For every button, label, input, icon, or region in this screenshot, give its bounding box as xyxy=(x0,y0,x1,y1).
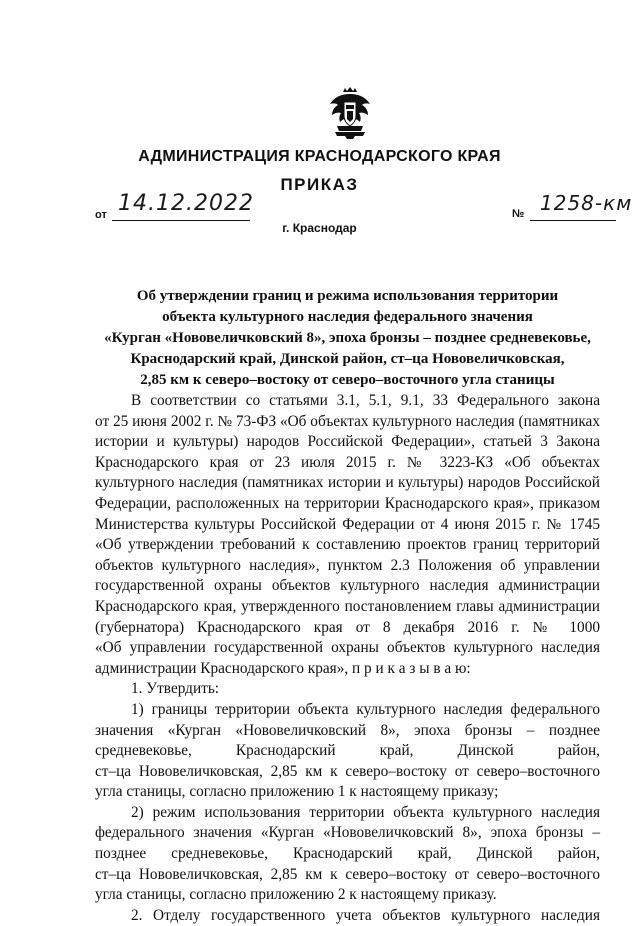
body-line: администрации Краснодарского края», п р и к а з ы в а ю: xyxy=(95,659,471,677)
handwritten-number: 1258-км xyxy=(540,191,633,215)
handwritten-date: 14.12.2022 xyxy=(118,191,254,216)
body-line: федерального значения «Курган «Нововеличковский 8», эпоха бронзы – xyxy=(95,824,600,842)
item-1-2-paragraph xyxy=(95,803,600,906)
city-label: г. Краснодар xyxy=(282,221,357,235)
subject-line: 2,85 км к северо–востоку от северо–восточного угла станицы xyxy=(140,372,555,388)
body-line: (губернатора) Краснодарского края от 8 декабря 2016 г. № 1000 xyxy=(95,618,600,636)
body-line: угла станицы, согласно приложению 1 к настоящему приказу; xyxy=(95,783,499,801)
body-line: значения «Курган «Нововеличковский 8», эпоха бронзы – позднее xyxy=(95,721,600,739)
item-1-paragraph xyxy=(95,679,600,700)
body-line: ст–ца Нововеличковская, 2,85 км к северо–востоку от северо–восточного xyxy=(95,865,600,883)
body-line: Федерации, расположенных на территории Краснодарского края», приказом xyxy=(95,494,600,512)
body-line: государственной охраны объектов культурного наследия администрации xyxy=(95,577,600,595)
document-type: ПРИКАЗ xyxy=(280,175,359,194)
order-subject xyxy=(95,286,600,391)
coat-of-arms-emblem xyxy=(327,86,373,140)
body-line: 2. Отделу государственного учета объектов культурного наследия xyxy=(131,906,600,924)
body-line: истории и культуры) народов Российской Федерации», статьей 3 Закона xyxy=(95,433,600,451)
body-line: В соответствии со статьями 3.1, 5.1, 9.1, 33 Федерального закона xyxy=(131,392,600,409)
subject-line: объекта культурного наследия федерального значения xyxy=(162,309,533,325)
body-line: угла станицы, согласно приложению 2 к настоящему приказу. xyxy=(95,886,497,904)
body-line: Краснодарского края от 23 июля 2015 г. № 3223-КЗ «Об объектах xyxy=(95,453,600,471)
preamble-paragraph xyxy=(95,391,600,679)
body-line: «Об утверждении требований к составлению проектов границ территорий xyxy=(95,536,600,554)
subject-line: Об утверждении границ и режима использования территории xyxy=(136,288,559,304)
body-line: культурного наследия (памятниках истории и культуры) народов Российской xyxy=(95,474,600,492)
number-prefix-label: № xyxy=(512,208,525,220)
body-line: «Об управлении государственной охраны объектов культурного наследия xyxy=(95,639,600,657)
order-body xyxy=(95,391,600,926)
subject-line: Краснодарский край, Динской район, ст–ца Нововеличковская, xyxy=(130,351,565,367)
date-prefix-label: от xyxy=(95,209,107,221)
body-line: 1) границы территории объекта культурного наследия федерального xyxy=(131,700,600,718)
organization-title: АДМИНИСТРАЦИЯ КРАСНОДАРСКОГО КРАЯ xyxy=(138,148,501,165)
body-line: 2) режим использования территории объекта культурного наследия xyxy=(131,803,600,821)
item-2-paragraph xyxy=(95,906,600,926)
body-line: ст–ца Нововеличковская, 2,85 км к северо–востоку от северо–восточного xyxy=(95,762,600,780)
body-line: средневековье, Краснодарский край, Динской район, xyxy=(95,742,600,760)
body-line: Краснодарского края, утвержденного постановлением главы администрации xyxy=(95,597,600,615)
body-line: объектов культурного наследия», пунктом 2.3 Положения об управлении xyxy=(95,556,600,574)
subject-line: «Курган «Нововеличковский 8», эпоха бронзы – позднее средневековье, xyxy=(104,330,591,346)
body-line: 1. Утвердить: xyxy=(131,680,220,698)
body-line: Министерства культуры Российской Федерации от 4 июня 2015 г. № 1745 xyxy=(95,515,600,533)
body-line: позднее средневековье, Краснодарский край, Динской район, xyxy=(95,845,600,863)
item-1-1-paragraph xyxy=(95,700,600,803)
body-line: от 25 июня 2002 г. № 73-ФЗ «Об объектах культурного наследия (памятниках xyxy=(95,412,600,430)
